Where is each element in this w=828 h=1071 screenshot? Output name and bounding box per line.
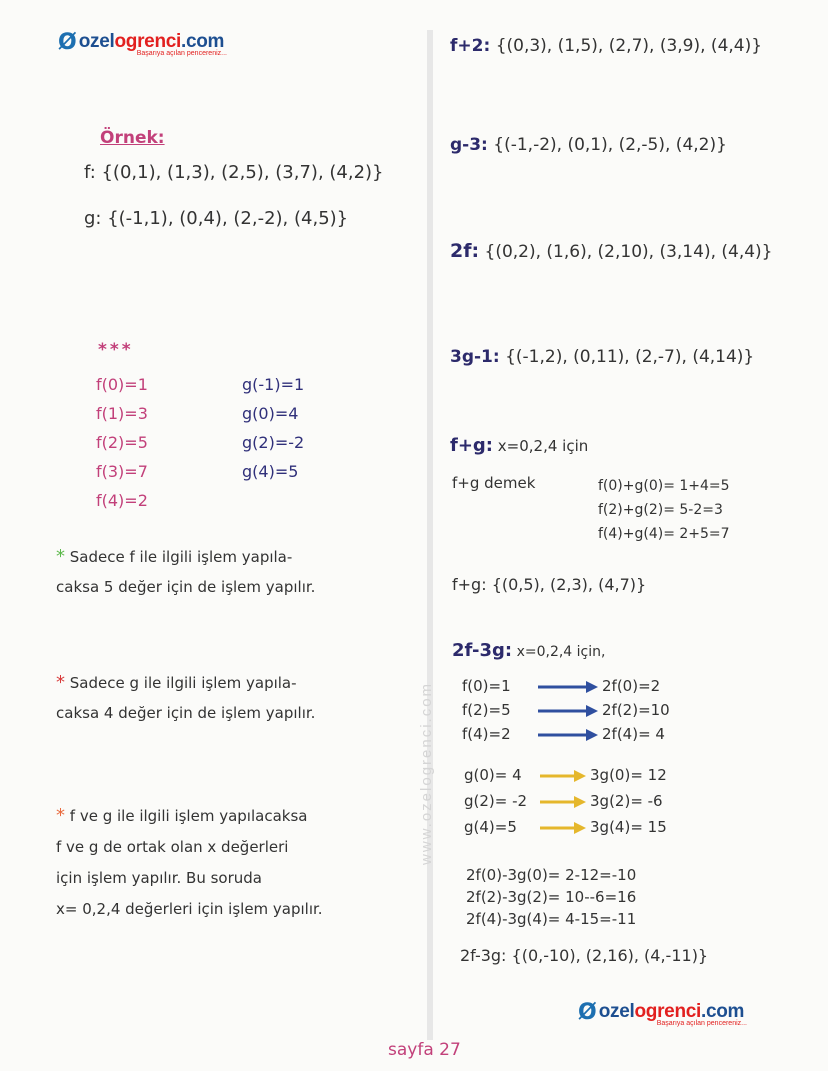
f-values-list bbox=[96, 370, 148, 515]
f-plus-g-computations: f(0)+g(0)= 1+4=5 f(2)+g(2)= 5-2=3 f(4)+g(4)= 2+5=7 bbox=[598, 478, 730, 542]
f-plus-g-demek: f+g demek bbox=[452, 474, 536, 492]
f-value: f(2)=5 bbox=[96, 433, 148, 452]
three-g-minus-1-set: 3g-1: {(-1,2), (0,11), (2,-7), (4,14)} bbox=[450, 347, 755, 367]
example-title: Örnek: bbox=[100, 128, 165, 148]
f-definition: f: {(0,1), (1,3), (2,5), (3,7), (4,2)} bbox=[84, 162, 384, 183]
logo-bottom bbox=[578, 1002, 747, 1027]
logo-name: ozelogrenci.com bbox=[598, 1001, 745, 1022]
two-f-minus-three-g-result: 2f-3g: {(0,-10), (2,16), (4,-11)} bbox=[460, 946, 709, 965]
f-value: f(3)=7 bbox=[96, 462, 148, 481]
two-f-set: 2f: {(0,2), (1,6), (2,10), (3,14), (4,4)} bbox=[450, 240, 773, 262]
note-star-icon: * bbox=[56, 546, 65, 567]
f-value: f(4)=2 bbox=[96, 491, 148, 510]
g-definition: g: {(-1,1), (0,4), (2,-2), (4,5)} bbox=[84, 208, 349, 229]
f-value: f(1)=3 bbox=[96, 404, 148, 423]
arrow-right-icon bbox=[540, 821, 586, 835]
g-values-list bbox=[242, 370, 304, 486]
two-f-minus-three-g-heading: 2f-3g: x=0,2,4 için, bbox=[452, 640, 606, 661]
f-plus-2-set: f+2: {(0,3), (1,5), (2,7), (3,9), (4,4)} bbox=[450, 36, 763, 56]
g-value: g(-1)=1 bbox=[242, 375, 305, 394]
g-minus-3-set: g-3: {(-1,-2), (0,1), (2,-5), (4,2)} bbox=[450, 135, 727, 155]
logo-mark-icon: Ø bbox=[58, 30, 77, 55]
f-arrow-rows: f(0)=1 2f(0)=2 f(2)=5 2f(2)=10 f(4)=2 2f(4)= 4 bbox=[462, 677, 670, 743]
g-value: g(4)=5 bbox=[242, 462, 299, 481]
arrow-right-icon bbox=[538, 704, 598, 718]
f-plus-g-heading: f+g: x=0,2,4 için bbox=[450, 435, 589, 456]
arrow-right-icon bbox=[540, 769, 586, 783]
logo-slogan: Başarıya açılan pencereniz... bbox=[136, 50, 227, 57]
note-f-and-g: * f ve g ile ilgili işlem yapılacaksa f ve g de ortak olan x değerleri için işlem yapılır. Bu soruda x= 0,2,4 değerleri için işlem yapılır. bbox=[56, 805, 323, 918]
note-g-only: * Sadece g ile ilgili işlem yapıla- caksa 4 değer için de işlem yapılır. bbox=[56, 672, 316, 722]
two-f-minus-three-g-computations: 2f(0)-3g(0)= 2-12=-10 2f(2)-3g(2)= 10--6=16 2f(4)-3g(4)= 4-15=-11 bbox=[466, 866, 637, 928]
note-star-icon: * bbox=[56, 672, 65, 693]
arrow-right-icon bbox=[538, 680, 598, 694]
logo-slogan: Başarıya açılan pencereniz... bbox=[656, 1020, 747, 1027]
g-value: g(2)=-2 bbox=[242, 433, 305, 452]
watermark: www.ozelogrenci.com bbox=[418, 681, 435, 865]
page-number: sayfa 27 bbox=[388, 1040, 461, 1060]
note-star-icon: * bbox=[56, 805, 65, 826]
g-value: g(0)=4 bbox=[242, 404, 299, 423]
logo-name: ozelogrenci.com bbox=[78, 31, 225, 52]
f-plus-g-result: f+g: {(0,5), (2,3), (4,7)} bbox=[452, 575, 647, 594]
stars-marker: *** bbox=[98, 340, 134, 360]
arrow-right-icon bbox=[538, 728, 598, 742]
f-value: f(0)=1 bbox=[96, 375, 148, 394]
column-divider bbox=[427, 30, 433, 1040]
logo-mark-icon: Ø bbox=[578, 1000, 597, 1025]
logo-top bbox=[58, 32, 227, 57]
note-f-only: * Sadece f ile ilgili işlem yapıla- caksa 5 değer için de işlem yapılır. bbox=[56, 546, 316, 596]
arrow-right-icon bbox=[540, 795, 586, 809]
g-arrow-rows: g(0)= 4 3g(0)= 12 g(2)= -2 3g(2)= -6 g(4)=5 3g(4)= 15 bbox=[464, 766, 667, 836]
